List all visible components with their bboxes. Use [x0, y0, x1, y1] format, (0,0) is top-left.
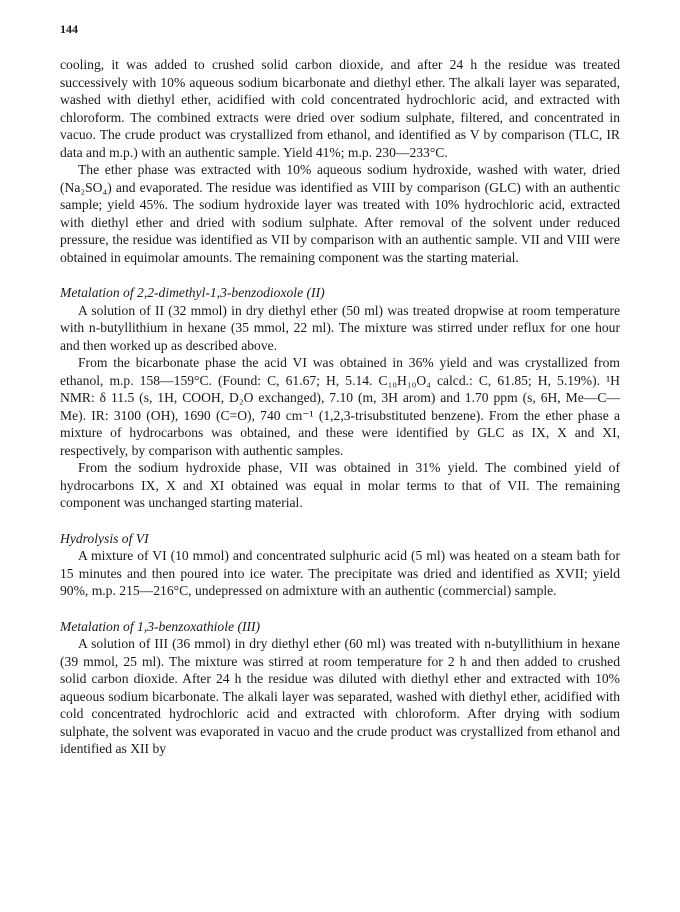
page-number: 144	[60, 22, 78, 36]
intro-paragraph-1: cooling, it was added to crushed solid carbon dioxide, and after 24 h the residue was treated successively with 10% aqueous sodium bicarbonate and diethyl ether. The alkali layer was separated, washed with diethyl ether, acidified with cold concentrated hydrochloric acid, and extracted with chloroform. The combined extracts were dried over sodium sulphate, filtered, and concentrated in vacuo. The crude product was crystallized from ethanol, and identified as V by comparison (TLC, IR data and m.p.) with an authentic sample. Yield 41%; m.p. 230—233°C.	[60, 57, 620, 160]
intro-paragraph-2: The ether phase was extracted with 10% aqueous sodium hydroxide, washed with water, dried (Na₂SO₄) and evaporated. The residue was identified as VIII by comparison (GLC) with an authentic sample; yield 45%. The sodium hydroxide layer was treated with 10% hydrochloric acid, extracted with diethyl ether and dried with sodium sulphate. After removal of the solvent under reduced pressure, the residue was identified as VII by comparison with an authentic sample. VII and VIII were obtained in equimolar amounts. The remaining component was the starting material.	[60, 162, 620, 265]
section-heading: Metalation of 2,2-dimethyl-1,3-benzodioxole (II)	[60, 285, 325, 300]
section-paragraph: A solution of II (32 mmol) in dry diethyl ether (50 ml) was treated dropwise at room temperature with n-butyllithium in hexane (35 mmol, 22 ml). The mixture was stirred under reflux for one hour and then worked up as described above.	[60, 302, 620, 353]
section-paragraph: From the sodium hydroxide phase, VII was obtained in 31% yield. The combined yield of hydrocarbons IX, X and XI obtained was equal in molar terms to that of VII. The remaining component was unchanged starting material.	[60, 460, 620, 510]
section-heading: Hydrolysis of VI	[60, 530, 149, 546]
section-metalation-ii	[60, 284, 620, 512]
section-paragraph: A solution of III (36 mmol) in dry diethyl ether (60 ml) was treated with n-butyllithium in hexane (39 mmol, 25 ml). The mixture was stirred at room temperature for 2 h and then added to crushed solid carbon dioxide. After 24 h the residue was diluted with diethyl ether and extracted with 10% aqueous sodium bicarbonate. The alkali layer was separated, washed with diethyl ether, acidified with cold concentrated hydrochloric acid and extracted with chloroform. After drying with sodium sulphate, the solvent was evaporated in vacuo and the crude product was crystallized from ethanol and identified as XII by	[60, 636, 620, 756]
section-paragraph: A mixture of VI (10 mmol) and concentrated sulphuric acid (5 ml) was heated on a steam bath for 15 minutes and then poured into ice water. The precipitate was dried and identified as XVII; yield 90%, m.p. 215—216°C, undepressed on admixture with an authentic (commercial) sample.	[60, 548, 620, 598]
section-metalation-iii	[60, 618, 620, 758]
section-paragraph: From the bicarbonate phase the acid VI was obtained in 36% yield and was crystallized from ethanol, m.p. 158—159°C. (Found: C, 61.67; H, 5.14. C₁₀H₁₀O₄ calcd.: C, 61.85; H, 5.19%). ¹H NMR: δ 11.5 (s, 1H, COOH, D₂O exchanged), 7.10 (m, 3H arom) and 1.70 ppm (s, 6H, Me—C—Me). IR: 3100 (OH), 1690 (C=O), 740 cm⁻¹ (1,2,3-trisubstituted benzene). From the ether phase a mixture of hydrocarbons was obtained, and these were identified by GLC as IX, X and XI, respectively, by comparison with authentic samples.	[60, 355, 620, 458]
section-hydrolysis-vi	[60, 530, 620, 600]
section-heading: Metalation of 1,3-benzoxathiole (III)	[60, 618, 261, 634]
